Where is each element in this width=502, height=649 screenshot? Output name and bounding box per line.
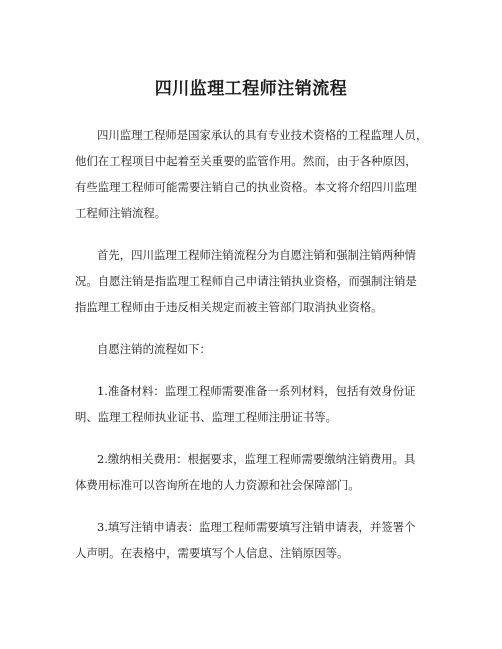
paragraph-6-line-1: 3.填写注销申请表：监理工程师需要填写注销申请表，并签署个 bbox=[97, 520, 416, 534]
paragraph-3-line-1: 自愿注销的流程如下： bbox=[97, 342, 211, 356]
paragraph-1-line-4: 工程师注销流程。 bbox=[75, 206, 167, 220]
document-title: 四川监理工程师注销流程 bbox=[154, 79, 348, 99]
paragraph-1-line-2: 他们在工程项目中起着至关重要的监管作用。然而，由于各种原因， bbox=[75, 154, 417, 168]
paragraph-4-line-1: 1.准备材料：监理工程师需要准备一系列材料，包括有效身份证 bbox=[97, 384, 416, 398]
paragraph-6-line-2: 人声明。在表格中，需要填写个人信息、注销原因等。 bbox=[75, 546, 349, 560]
paragraph-2-line-1: 首先，四川监理工程师注销流程分为自愿注销和强制注销两种情 bbox=[97, 248, 416, 262]
paragraph-2-line-3: 指监理工程师由于违反相关规定而被主管部门取消执业资格。 bbox=[75, 300, 383, 314]
paragraph-4-line-2: 明、监理工程师执业证书、监理工程师注册证书等。 bbox=[75, 410, 337, 424]
paragraph-1-line-3: 有些监理工程师可能需要注销自己的执业资格。本文将介绍四川监理 bbox=[75, 180, 417, 194]
paragraph-5-line-1: 2.缴纳相关费用：根据要求，监理工程师需要缴纳注销费用。具 bbox=[97, 452, 416, 466]
paragraph-1-line-1: 四川监理工程师是国家承认的具有专业技术资格的工程监理人员， bbox=[97, 128, 428, 142]
paragraph-2-line-2: 况。自愿注销是指监理工程师自己申请注销执业资格，而强制注销是 bbox=[75, 274, 417, 288]
paragraph-5-line-2: 体费用标准可以咨询所在地的人力资源和社会保障部门。 bbox=[75, 478, 360, 492]
